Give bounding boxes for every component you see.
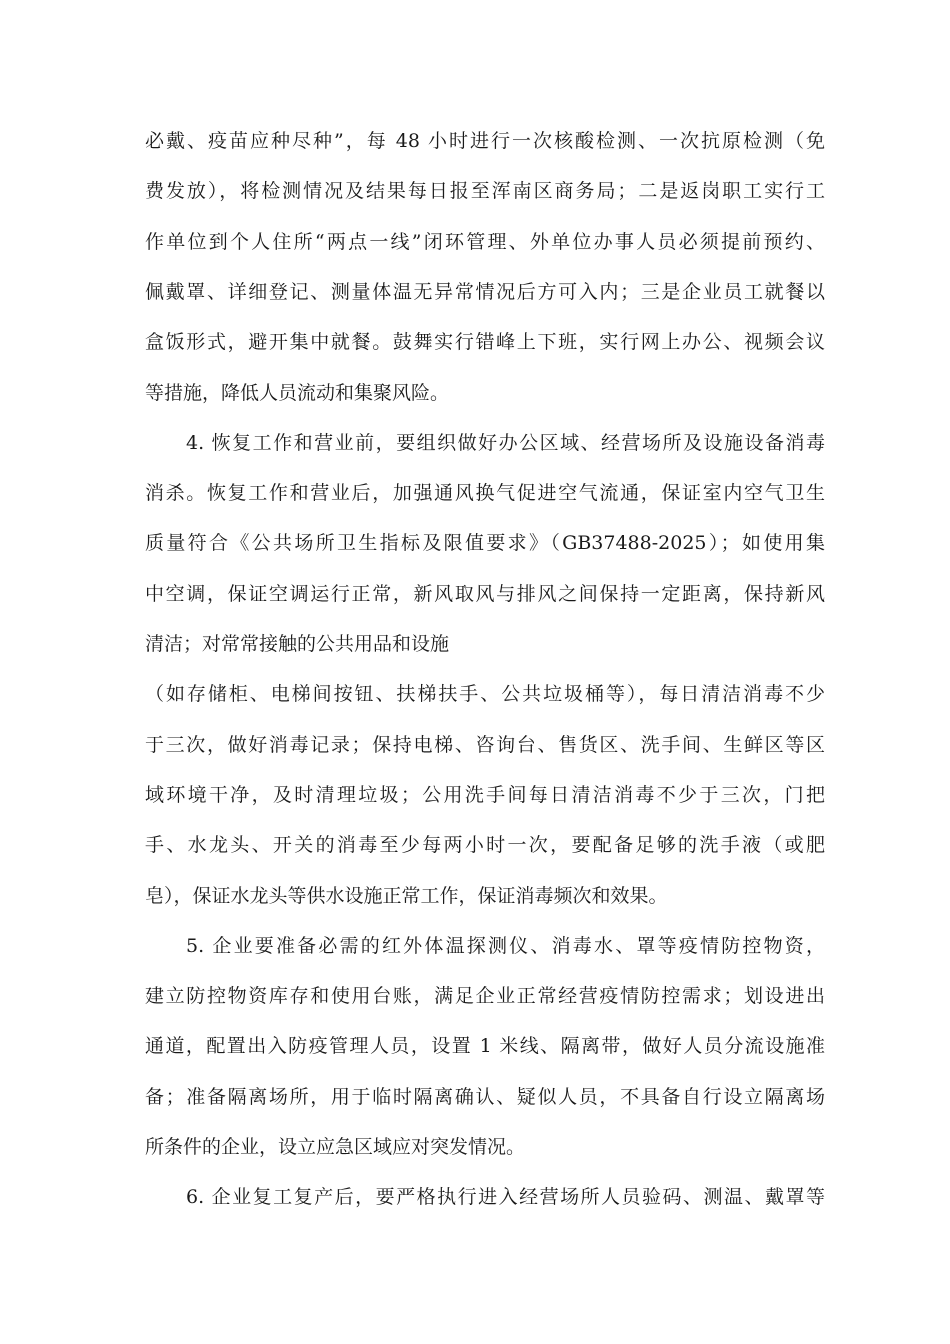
text-line: 等措施，降低人员流动和集聚风险。 <box>145 382 450 404</box>
text-line: 清洁；对常常接触的公共用品和设施 <box>145 633 450 655</box>
text-line: 手、水龙头、开关的消毒至少每两小时一次，要配备足够的洗手液（或肥 <box>145 834 825 856</box>
text-line: 佩戴罩、详细登记、测量体温无异常情况后方可入内；三是企业员工就餐以 <box>145 281 825 303</box>
text-line: 费发放），将检测情况及结果每日报至浑南区商务局；二是返岗职工实行工 <box>145 180 825 202</box>
text-line: 所条件的企业，设立应急区域应对突发情况。 <box>145 1136 526 1158</box>
text-line: 备；准备隔离场所，用于临时隔离确认、疑似人员，不具备自行设立隔离场 <box>145 1086 825 1108</box>
text-line: 通道，配置出入防疫管理人员，设置 1 米线、隔离带，做好人员分流设施准 <box>145 1035 825 1057</box>
text-line: 消杀。恢复工作和营业后，加强通风换气促进空气流通，保证室内空气卫生 <box>145 482 825 504</box>
text-line: 盒饭形式，避开集中就餐。鼓舞实行错峰上下班，实行网上办公、视频会议 <box>145 331 825 353</box>
text-line: 必戴、疫苗应种尽种”，每 48 小时进行一次核酸检测、一次抗原检测（免 <box>145 130 825 152</box>
paragraph-4-start: 4. 恢复工作和营业前，要组织做好办公区域、经营场所及设施设备消毒 <box>186 432 825 454</box>
text-line: （如存储柜、电梯间按钮、扶梯扶手、公共垃圾桶等），每日清洁消毒不少 <box>145 683 825 705</box>
text-line: 皂），保证水龙头等供水设施正常工作，保证消毒频次和效果。 <box>145 885 668 907</box>
text-line: 域环境干净，及时清理垃圾；公用洗手间每日清洁消毒不少于三次，门把 <box>145 784 825 806</box>
text-line: 建立防控物资库存和使用台账，满足企业正常经营疫情防控需求；划设进出 <box>145 985 825 1007</box>
text-line: 于三次，做好消毒记录；保持电梯、咨询台、售货区、洗手间、生鲜区等区 <box>145 734 825 756</box>
paragraph-6-start: 6. 企业复工复产后，要严格执行进入经营场所人员验码、测温、戴罩等 <box>186 1186 825 1208</box>
text-line: 中空调，保证空调运行正常，新风取风与排风之间保持一定距离，保持新风 <box>145 583 825 605</box>
paragraph-5-start: 5. 企业要准备必需的红外体温探测仪、消毒水、罩等疫情防控物资， <box>186 935 825 957</box>
text-line: 质量符合《公共场所卫生指标及限值要求》（GB37488-2025）；如使用集 <box>145 532 825 554</box>
text-line: 作单位到个人住所“两点一线”闭环管理、外单位办事人员必须提前预约、 <box>145 231 825 253</box>
